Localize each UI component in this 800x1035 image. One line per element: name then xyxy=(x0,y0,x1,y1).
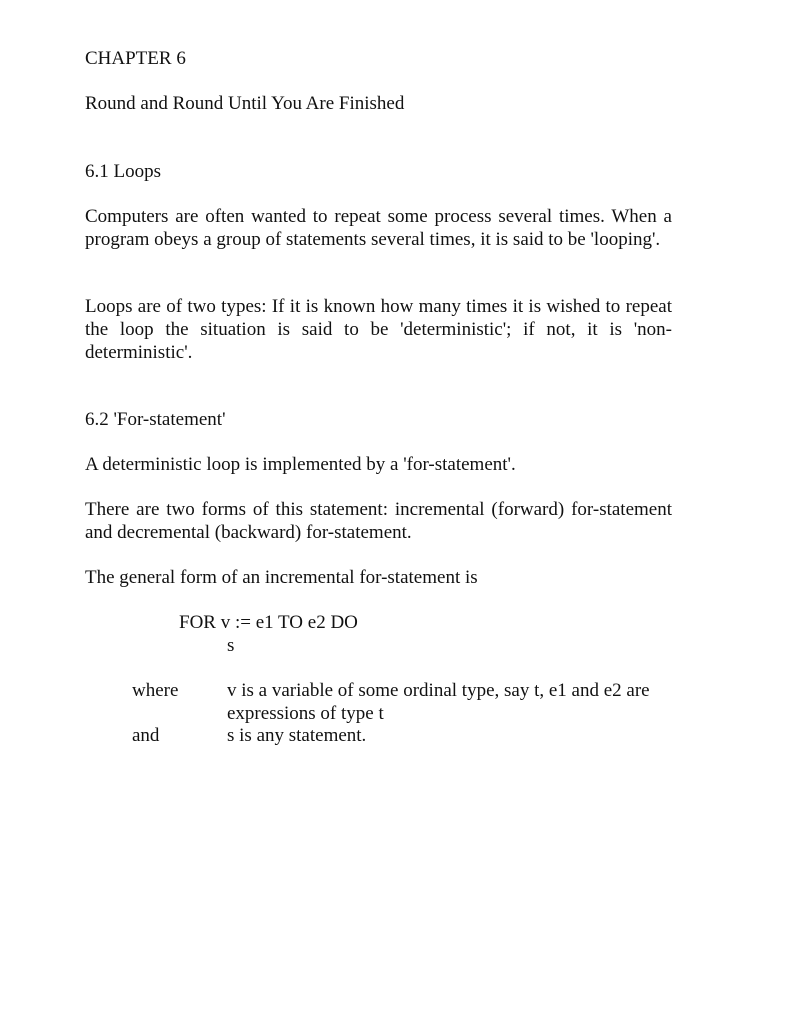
section-heading-for-statement: 6.2 'For-statement' xyxy=(85,409,226,430)
chapter-label: CHAPTER 6 xyxy=(85,48,186,69)
paragraph-loops-intro: Computers are often wanted to repeat some process several times. When a program obeys a group of statements several times, it is said to be 'looping'. xyxy=(85,206,672,250)
paragraph-two-forms: There are two forms of this statement: incremental (forward) for-statement and decremental (backward) for-statement. xyxy=(85,499,672,543)
syntax-line-statement: s xyxy=(227,635,235,656)
paragraph-loop-types: Loops are of two types: If it is known how many times it is wished to repeat the loop the situation is said to be 'deterministic'; if not, it is 'non-deterministic'. xyxy=(85,296,672,363)
definition-text-and: s is any statement. xyxy=(227,725,367,746)
chapter-title: Round and Round Until You Are Finished xyxy=(85,93,405,114)
syntax-line-for: FOR v := e1 TO e2 DO xyxy=(179,612,358,633)
definition-label-where: where xyxy=(132,680,179,701)
section-heading-loops: 6.1 Loops xyxy=(85,161,161,182)
paragraph-deterministic-loop: A deterministic loop is implemented by a 'for-statement'. xyxy=(85,454,516,475)
definition-label-and: and xyxy=(132,725,160,746)
paragraph-general-form: The general form of an incremental for-statement is xyxy=(85,567,478,588)
definition-text-where: v is a variable of some ordinal type, say t, e1 and e2 are expressions of type t xyxy=(227,680,650,724)
